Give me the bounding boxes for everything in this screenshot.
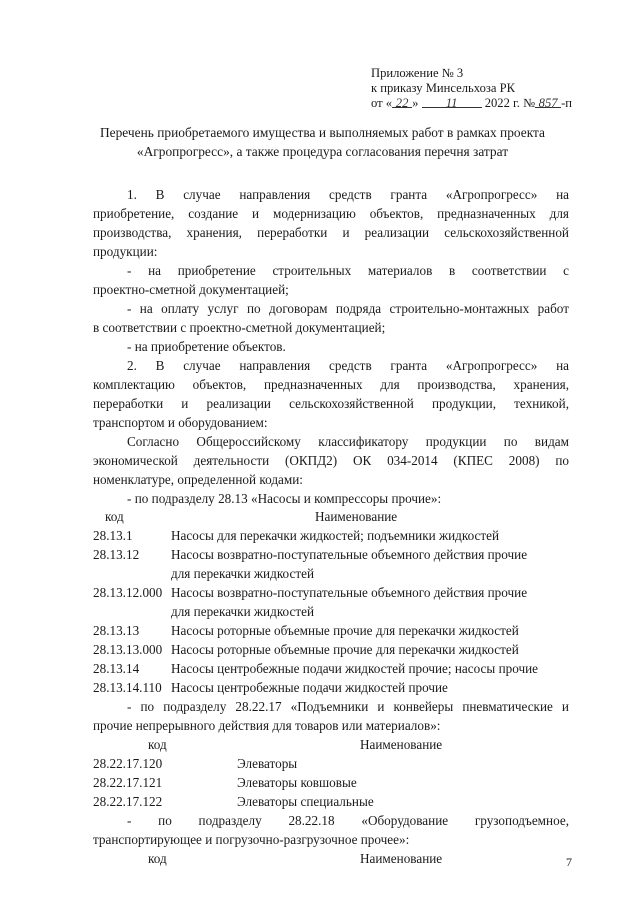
handwritten-month: 11 [422, 96, 482, 108]
appendix-label: Приложение № 3 [371, 66, 464, 80]
table-row-name: Элеваторы специальные [237, 794, 374, 809]
table-row-code: 28.13.1 [93, 528, 133, 543]
table-row-name: Насосы возвратно-поступательные объемного действия прочие [171, 585, 528, 600]
bullet-1-line: проектно-сметной документацией; [93, 282, 289, 297]
table3-name-header: Наименование [360, 851, 443, 866]
table-row-code: 28.13.13.000 [93, 642, 163, 657]
table-row-name: Насосы роторные объемные прочие для перекачки жидкостей [171, 623, 519, 638]
subsection-28-22-18-heading: - по подразделу 28.22.18 «Оборудование грузоподъемное, [127, 813, 569, 828]
table-row-name: Насосы роторные объемные прочие для перекачки жидкостей [171, 642, 519, 657]
paragraph-2-line: переработки и реализации сельскохозяйственной продукции, техникой, [93, 396, 569, 411]
bullet-2-line: в соответствии с проектно-сметной документацией; [93, 320, 386, 335]
paragraph-1-line: производства, хранения, переработки и реализации сельскохозяйственной [93, 225, 569, 240]
page-number: 7 [566, 855, 572, 869]
table-row-code: 28.22.17.121 [93, 775, 163, 790]
table-row-code: 28.22.17.122 [93, 794, 163, 809]
paragraph-3-line: Согласно Общероссийскому классификатору продукции по видам [127, 434, 569, 449]
table-row-code: 28.13.14.110 [93, 680, 162, 695]
paragraph-1-line: продукции: [93, 244, 158, 259]
order-reference: к приказу Минсельхоза РК [371, 81, 515, 95]
table-row-code: 28.13.12.000 [93, 585, 163, 600]
bullet-1-line: - на приобретение строительных материалов в соответствии с [127, 263, 569, 278]
table-row-name: для перекачки жидкостей [171, 604, 315, 619]
table-row-name: Элеваторы ковшовые [237, 775, 357, 790]
paragraph-2-line: комплектацию объектов, предназначенных для производства, хранения, [93, 377, 569, 392]
paragraph-1-line: 1. В случае направления средств гранта «Агропрогресс» на [127, 187, 569, 202]
table1-name-header: Наименование [315, 509, 398, 524]
paragraph-2-line: 2. В случае направления средств гранта «Агропрогресс» на [127, 358, 569, 373]
paragraph-2-line: транспортом и оборудованием: [93, 415, 268, 430]
table1-code-header: код [105, 509, 124, 524]
subsection-28-13-heading: - по подразделу 28.13 «Насосы и компрессоры прочие»: [127, 491, 442, 506]
table-row-name: Элеваторы [237, 756, 298, 771]
document-title-line1: Перечень приобретаемого имущества и выполняемых работ в рамках проекта [100, 125, 545, 140]
table-row-code: 28.13.14 [93, 661, 140, 676]
table-row-name: для перекачки жидкостей [171, 566, 315, 581]
table-row-name: Насосы возвратно-поступательные объемного действия прочие [171, 547, 528, 562]
table3-code-header: код [148, 851, 167, 866]
subsection-28-22-17-heading: - по подразделу 28.22.17 «Подъемники и конвейеры пневматические и [127, 699, 569, 714]
paragraph-3-line: номенклатуре, определенной кодами: [93, 472, 303, 487]
handwritten-number: 857 [535, 96, 561, 108]
table-row-code: 28.22.17.120 [93, 756, 163, 771]
paragraph-3-line: экономической деятельности (ОКПД2) ОК 034-2014 (КПЕС 2008) по [93, 453, 569, 468]
paragraph-1-line: приобретение, создание и модернизацию объектов, предназначенных для [93, 206, 569, 221]
bullet-2-line: - на оплату услуг по договорам подряда строительно-монтажных работ [127, 301, 569, 316]
handwritten-day: 22 [392, 96, 412, 108]
document-title-line2: «Агропрогресс», а также процедура согласования перечня затрат [136, 144, 509, 159]
table-row-name: Насосы центробежные подачи жидкостей прочие [171, 680, 448, 695]
table-row-name: Насосы центробежные подачи жидкостей прочие; насосы прочие [171, 661, 539, 676]
table-row-code: 28.13.12 [93, 547, 140, 562]
bullet-3: - на приобретение объектов. [127, 339, 286, 354]
table-row-code: 28.13.13 [93, 623, 140, 638]
order-date-number: от « 22 » 11 2022 г. № 857 -п [371, 96, 573, 110]
subsection-28-22-17-heading: прочие непрерывного действия для товаров или материалов»: [93, 718, 441, 733]
table-row-name: Насосы для перекачки жидкостей; подъемники жидкостей [171, 528, 500, 543]
table2-code-header: код [148, 737, 167, 752]
subsection-28-22-18-heading: транспортирующее и погрузочно-разгрузочное прочее»: [93, 832, 410, 847]
table2-name-header: Наименование [360, 737, 443, 752]
